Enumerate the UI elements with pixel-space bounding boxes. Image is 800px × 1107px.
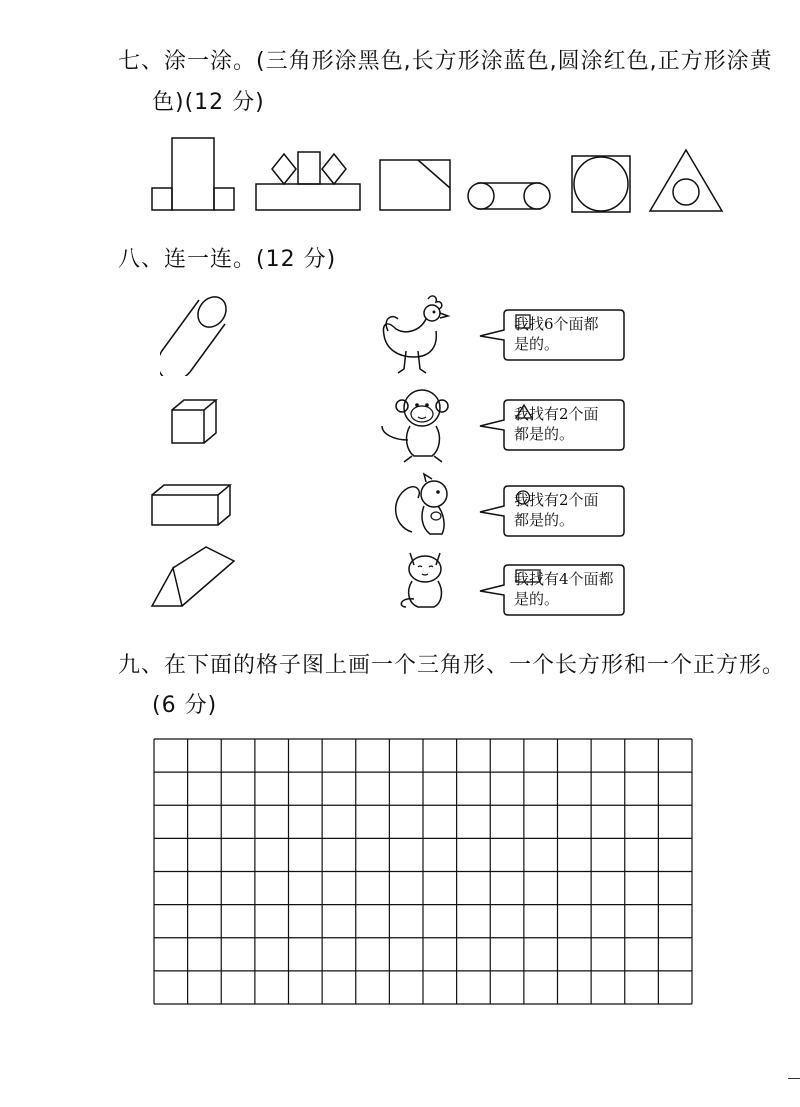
split-rectangle-figure [378, 158, 452, 212]
right-circle [524, 183, 550, 209]
cuboid-solid[interactable] [150, 483, 232, 527]
tower-figure [150, 136, 236, 212]
monkey-icon[interactable] [378, 384, 452, 464]
bubble-4-line1: 我找有4个面都 [514, 570, 614, 588]
section9-line2: (6 分) [152, 693, 218, 718]
speech-bubble-2 [478, 398, 618, 448]
capsule-figure [466, 180, 552, 212]
bubble-2-pre: 都是 [514, 425, 545, 443]
bubble-1-line1: 我找6个面都 [514, 315, 599, 333]
right-diamond [322, 154, 346, 184]
page-edge-mark [788, 1078, 800, 1079]
speech-bubble-1 [478, 308, 618, 358]
bubble-3-pre: 都是 [514, 511, 545, 529]
bubble-4-pre: 是 [514, 590, 530, 608]
section9-line1: 九、在下面的格子图上画一个三角形、一个长方形和一个正方形。 [118, 653, 786, 678]
left-circle [468, 183, 494, 209]
bubble-1-post: 的。 [529, 335, 560, 353]
bubble-1-pre: 是 [514, 335, 530, 353]
base-rectangle [256, 184, 360, 210]
circle-in-square-figure [570, 154, 632, 214]
section7-line1: 七、涂一涂。(三角形涂黑色,长方形涂蓝色,圆涂红色,正方形涂黄 [118, 49, 773, 74]
section8-title: 八、连一连。(12 分) [118, 247, 337, 272]
cat-icon[interactable] [396, 549, 458, 611]
squirrel-icon[interactable] [392, 472, 452, 542]
cylinder-solid[interactable] [160, 294, 232, 376]
bubble-2-post: 的。 [544, 425, 575, 443]
cube-solid[interactable] [170, 398, 218, 446]
platform-figure [254, 148, 362, 212]
bubble-3-line1: 我找有2个面 [514, 491, 599, 509]
square-icon [515, 314, 531, 329]
left-diamond [272, 154, 296, 184]
left-square [152, 188, 172, 210]
triangular-prism-solid[interactable] [150, 545, 236, 609]
rectangle-icon [515, 569, 541, 583]
rooster-icon[interactable] [378, 293, 456, 377]
speech-bubble-4 [478, 563, 618, 613]
triangle-circle-figure [648, 148, 724, 214]
drawing-grid[interactable] [153, 738, 693, 1005]
speech-bubble-3 [478, 484, 618, 534]
triangle-icon [515, 404, 533, 419]
bubble-4-post: 的。 [529, 590, 560, 608]
bubble-2-line1: 我找有2个面 [514, 405, 599, 423]
center-rectangle [298, 152, 320, 184]
bubble-3-post: 的。 [544, 511, 575, 529]
right-square [214, 188, 234, 210]
tall-rectangle [172, 138, 214, 210]
section7-line2: 色)(12 分) [152, 90, 265, 115]
circle-icon [515, 490, 531, 505]
